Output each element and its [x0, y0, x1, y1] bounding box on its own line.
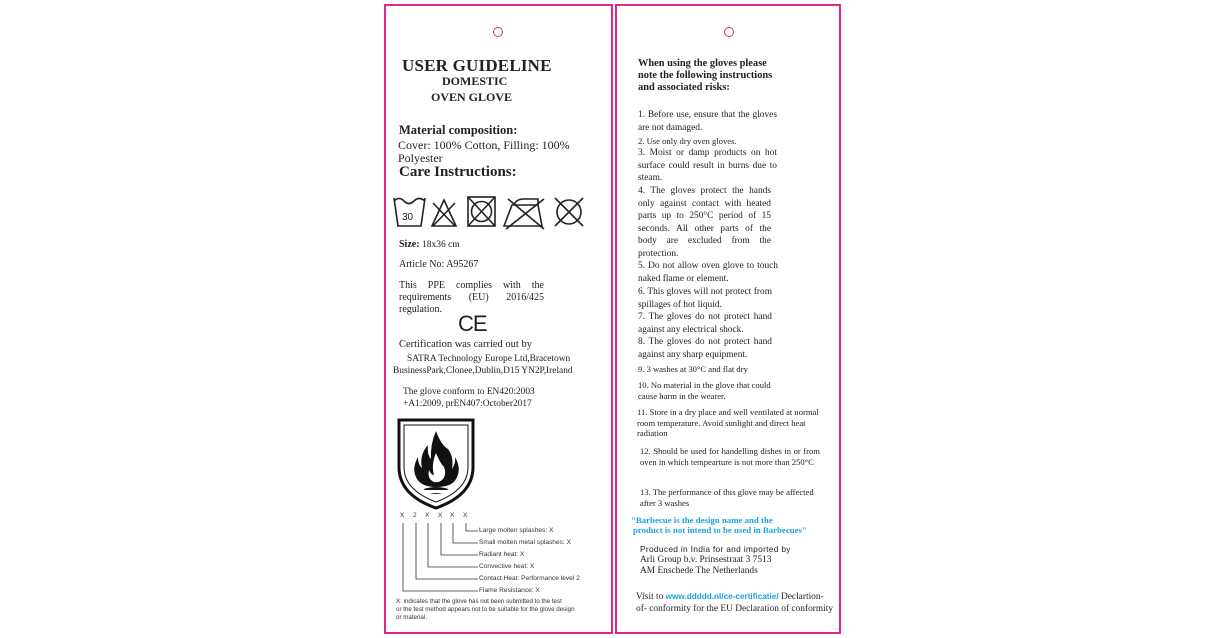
certification-line: Certification was carried out by	[399, 339, 532, 350]
footnote-line-2: or the test method appears not to be suitable for the glove design	[396, 606, 575, 613]
no-iron-icon	[504, 199, 544, 229]
legend-connectors	[386, 521, 486, 596]
legend-large-molten: Large molten splashes: X	[479, 527, 554, 534]
code-char: 2	[413, 512, 417, 519]
cert-address-1: SATRA Technology Europe Ltd,Bracetown	[407, 354, 571, 364]
instruction-item: 6. This gloves will not protect from spillages of hot liquid.	[638, 287, 772, 310]
care-heading: Care Instructions:	[399, 164, 517, 180]
material-heading: Material composition:	[399, 123, 518, 137]
importer-line-2: AM Enschede The Netherlands	[640, 566, 758, 576]
footnote-line-1: X: indicates that the glove has not been submitted to the test	[396, 598, 562, 605]
code-char: X	[463, 512, 468, 519]
instruction-item: 2. Use only dry oven gloves.	[638, 136, 737, 146]
importer-line-1: Arli Group b.v. Prinsestraat 3 7513	[640, 555, 772, 565]
material-text: Cover: 100% Cotton, Filling: 100%	[398, 138, 570, 152]
legend-flame-resistance: Flame Resistance: X	[479, 587, 540, 594]
subtitle-domestic: DOMESTIC	[442, 74, 508, 88]
subtitle-oven-glove: OVEN GLOVE	[431, 90, 513, 104]
no-tumble-dry-icon	[468, 197, 495, 226]
visit-line	[636, 592, 824, 602]
barbecue-note-2: product is not intend to be used in Barbecues"	[633, 525, 807, 535]
barbecue-note-1: "Barbecue is the design name and the	[631, 515, 773, 525]
size-line	[399, 239, 460, 250]
conform-line-2: +A1:2009, prEN407:October2017	[403, 399, 532, 409]
wash-temp: 30	[402, 212, 414, 223]
legend-contact-heat: Contact Heat: Performance level 2	[479, 575, 580, 582]
instruction-item: 3. Moist or damp products on hot surface could result in burns due to steam.	[638, 148, 777, 184]
cert-address-2: BusinessPark,Clonee,Dublin,D15 YN2P,Ireland	[393, 366, 573, 376]
instruction-item: 1. Before use, ensure that the gloves are not damaged.	[638, 110, 777, 133]
ce-declaration-link[interactable]: www.ddddd.nl/ce-certificatie/	[665, 592, 779, 601]
right-label-panel	[615, 4, 841, 634]
care-icons	[392, 191, 597, 233]
flame-shield-icon	[396, 417, 476, 511]
no-dry-clean-icon	[555, 198, 583, 226]
legend-convective-heat: Convective heat: X	[479, 563, 535, 570]
instruction-item: 10. No material in the glove that could cause harm in the wearer.	[638, 380, 771, 401]
article-number: Article No: A95267	[399, 259, 479, 270]
code-char: X	[438, 512, 443, 519]
visit-prefix: Visit to	[636, 592, 664, 602]
visit-suffix: Declartion-	[780, 592, 824, 602]
no-bleach-icon	[432, 200, 456, 226]
ppe-compliance-text: This PPE complies with the requirements (EU) 2016/425 regulation.	[399, 280, 544, 315]
code-char: X	[425, 512, 430, 519]
hang-hole	[724, 27, 734, 37]
instruction-item: 8. The gloves do not protect hand against any sharp equipment.	[638, 337, 772, 360]
code-char: X	[450, 512, 455, 519]
material-text-2: Polyester	[398, 151, 443, 165]
produced-in-line: Produced in India for and imported by	[640, 544, 791, 554]
ce-mark: CE	[458, 311, 487, 336]
conform-line-1: The glove conform to EN420:2003	[403, 387, 535, 397]
instruction-item: 9. 3 washes at 30°C and flat dry	[638, 364, 748, 374]
code-char: X	[400, 512, 405, 519]
instruction-item: 5. Do not allow oven glove to touch naked flame or element.	[638, 261, 778, 284]
legend-radiant-heat: Radiant heat: X	[479, 551, 525, 558]
instruction-item: 4. The gloves protect the hands only against contact with heated parts up to 250°C period of 15 seconds. All other parts of the body are excluded from the protection.	[638, 186, 771, 259]
size-value: 18x36 cm	[422, 240, 460, 250]
instruction-item: 11. Store in a dry place and well ventilated at normal room temperature. Avoid sunlight and direct heat radiation	[637, 407, 819, 439]
size-label: Size:	[399, 239, 420, 250]
visit-line-2: of- conformity for the EU Declaration of conformity	[636, 604, 834, 614]
instruction-item: 12. Should be used for handelling dishes in or from oven in which tempearture is not more than 250°C	[640, 446, 820, 467]
instruction-item: 7. The gloves do not protect hand against any electrical shock.	[638, 312, 772, 335]
instruction-item: 13. The performance of this glove may be affected after 3 washes	[640, 487, 814, 508]
legend-small-molten: Small molten metal splashes: X	[479, 539, 571, 546]
hang-hole	[493, 27, 503, 37]
footnote-line-3: or material.	[396, 614, 427, 621]
page-title: USER GUIDELINE	[402, 56, 552, 75]
left-label-panel	[384, 4, 613, 634]
instructions-heading: When using the gloves please note the following instructions and associated risks:	[638, 58, 773, 93]
